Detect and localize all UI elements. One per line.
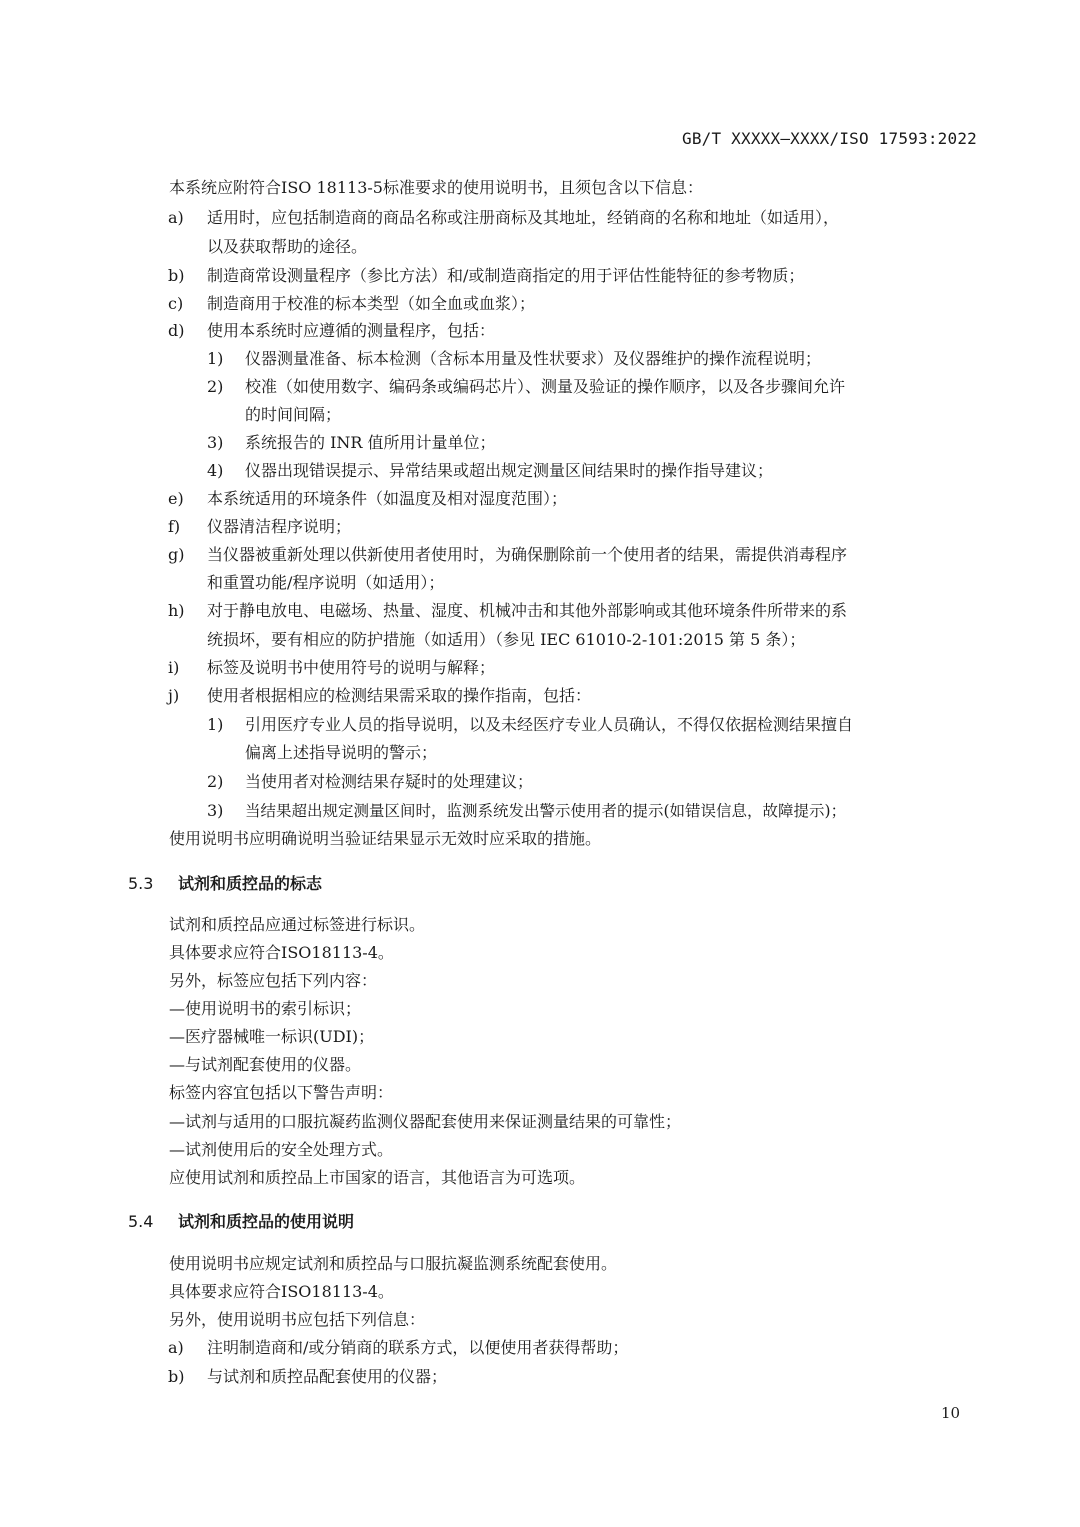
- list-marker: h): [168, 601, 185, 620]
- paragraph-line: 标签内容宜包括以下警告声明：: [169, 1083, 394, 1102]
- list-item-text: 对于静电放电、电磁场、热量、湿度、机械冲击和其他外部影响或其他环境条件所带来的系: [207, 601, 848, 620]
- list-item-text: 标签及说明书中使用符号的说明与解释；: [207, 658, 496, 677]
- dash-list-item: —试剂使用后的安全处理方式。: [169, 1140, 394, 1159]
- paragraph-line: 试剂和质控品应通过标签进行标识。: [169, 915, 426, 934]
- list-marker: e): [168, 489, 184, 508]
- list-item-text: 统损坏，要有相应的防护措施（如适用）（参见 IEC 61010-2-101:2015 第 5 条）；: [207, 630, 806, 649]
- sublist-item-text: 仪器出现错误提示、异常结果或超出规定测量区间结果时的操作指导建议；: [245, 461, 774, 480]
- paragraph-line: 应使用试剂和质控品上市国家的语言，其他语言为可选项。: [169, 1168, 586, 1187]
- list-item-text: 适用时，应包括制造商的商品名称或注册商标及其地址，经销商的名称和地址（如适用），: [207, 208, 840, 227]
- list-item-text: 和重置功能/程序说明（如适用）；: [207, 573, 445, 592]
- sublist-marker: 3): [207, 801, 224, 820]
- dash-list-item: —医疗器械唯一标识(UDI)；: [169, 1027, 375, 1046]
- list-marker: c): [168, 294, 184, 313]
- closing-paragraph: 使用说明书应明确说明当验证结果显示无效时应采取的措施。: [169, 829, 602, 848]
- sublist-item-text: 仪器测量准备、标本检测（含标本用量及性状要求）及仪器维护的操作流程说明；: [245, 349, 822, 368]
- page-number: 10: [941, 1404, 961, 1422]
- list-marker: f): [168, 517, 181, 536]
- sublist-marker: 3): [207, 433, 224, 452]
- intro-paragraph: 本系统应附符合ISO 18113-5标准要求的使用说明书，且须包含以下信息：: [169, 178, 703, 197]
- list-item-text: 使用者根据相应的检测结果需采取的操作指南，包括：: [207, 686, 592, 705]
- list-item-text: 制造商常设测量程序（参比方法）和/或制造商指定的用于评估性能特征的参考物质；: [207, 266, 805, 285]
- sublist-item-text: 校准（如使用数字、编码条或编码芯片）、测量及验证的操作顺序，以及各步骤间允许: [245, 377, 846, 396]
- sublist-item-text: 当结果超出规定测量区间时，监测系统发出警示使用者的提示(如错误信息，故障提示)；: [245, 802, 847, 820]
- section-number: 5.3: [128, 874, 154, 893]
- paragraph-line: 使用说明书应规定试剂和质控品与口服抗凝监测系统配套使用。: [169, 1254, 618, 1273]
- sublist-marker: 1): [207, 349, 224, 368]
- paragraph-line: 另外，标签应包括下列内容：: [169, 971, 378, 990]
- sublist-marker: 2): [207, 377, 224, 396]
- list-marker: b): [168, 1367, 185, 1386]
- dash-list-item: —与试剂配套使用的仪器。: [169, 1055, 362, 1074]
- section-number: 5.4: [128, 1212, 154, 1231]
- list-marker: d): [168, 321, 185, 340]
- sublist-marker: 4): [207, 461, 224, 480]
- sublist-item-text: 系统报告的 INR 值所用计量单位；: [245, 433, 496, 452]
- list-item-text: 当仪器被重新处理以供新使用者使用时，为确保删除前一个使用者的结果，需提供消毒程序: [207, 545, 848, 564]
- section-title: 试剂和质控品的标志: [178, 874, 323, 893]
- list-marker: i): [168, 658, 180, 677]
- list-item-text: 制造商用于校准的标本类型（如全血或血浆）；: [207, 294, 536, 313]
- list-item-text: 以及获取帮助的途径。: [207, 237, 368, 256]
- list-marker: a): [168, 208, 184, 227]
- list-marker: j): [168, 686, 180, 705]
- document-header-id: GB/T XXXXX—XXXX/ISO 17593:2022: [682, 129, 977, 148]
- dash-list-item: —试剂与适用的口服抗凝药监测仪器配套使用来保证测量结果的可靠性；: [169, 1112, 682, 1131]
- sublist-marker: 2): [207, 772, 224, 791]
- paragraph-line: 具体要求应符合ISO18113-4。: [169, 1282, 394, 1301]
- list-marker: g): [168, 545, 185, 564]
- paragraph-line: 另外，使用说明书应包括下列信息：: [169, 1310, 426, 1329]
- list-item-text: 与试剂和质控品配套使用的仪器；: [207, 1367, 448, 1386]
- list-item-text: 注明制造商和/或分销商的联系方式，以便使用者获得帮助；: [207, 1338, 629, 1357]
- section-title: 试剂和质控品的使用说明: [178, 1212, 355, 1231]
- sublist-item-text: 引用医疗专业人员的指导说明，以及未经医疗专业人员确认，不得仅依据检测结果擅自: [245, 715, 854, 734]
- list-item-text: 使用本系统时应遵循的测量程序，包括：: [207, 321, 496, 340]
- paragraph-line: 具体要求应符合ISO18113-4。: [169, 943, 394, 962]
- list-marker: a): [168, 1338, 184, 1357]
- sublist-item-text: 的时间间隔；: [245, 405, 342, 424]
- dash-list-item: —使用说明书的索引标识；: [169, 999, 362, 1018]
- sublist-item-text: 当使用者对检测结果存疑时的处理建议；: [245, 772, 534, 791]
- sublist-marker: 1): [207, 715, 224, 734]
- sublist-item-text: 偏离上述指导说明的警示；: [245, 743, 438, 762]
- list-item-text: 本系统适用的环境条件（如温度及相对湿度范围）；: [207, 489, 568, 508]
- list-marker: b): [168, 266, 185, 285]
- list-item-text: 仪器清洁程序说明；: [207, 517, 352, 536]
